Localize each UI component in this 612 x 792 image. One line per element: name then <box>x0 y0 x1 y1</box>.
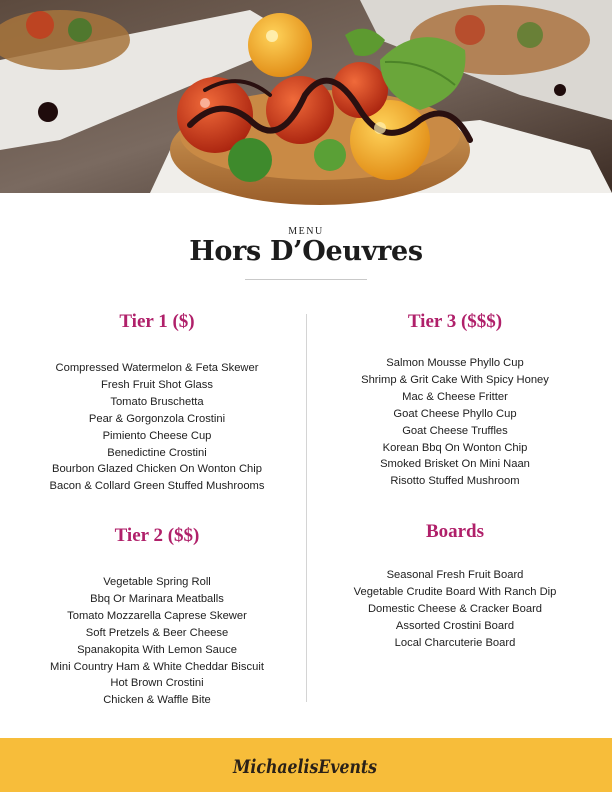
menu-item: Bacon & Collard Green Stuffed Mushrooms <box>49 480 265 493</box>
menu-item: Shrimp & Grit Cake With Spicy Honey <box>361 373 549 386</box>
menu-item: Chicken & Waffle Bite <box>103 694 211 707</box>
menu-list <box>0 360 314 495</box>
menu-item: Fresh Fruit Shot Glass <box>101 378 213 391</box>
section-title: Tier 2 ($$) <box>114 525 200 546</box>
menu-item: Soft Pretzels & Beer Cheese <box>85 626 229 639</box>
section-title: Boards <box>425 521 485 542</box>
menu-item: Seasonal Fresh Fruit Board <box>386 569 524 581</box>
menu-item: Domestic Cheese & Cracker Board <box>367 602 543 615</box>
section-title: Tier 3 ($$$) <box>407 311 503 332</box>
menu-item: Spanakopita With Lemon Sauce <box>77 643 237 656</box>
menu-item: Goat Cheese Phyllo Cup <box>393 407 517 420</box>
menu-list <box>300 355 610 490</box>
hero-photo <box>0 0 612 193</box>
section-tier-2 <box>0 525 314 709</box>
section-tier-3 <box>300 311 610 490</box>
bruschetta-illustration <box>0 0 612 193</box>
menu-item: Tomato Mozzarella Caprese Skewer <box>67 609 247 622</box>
menu-item: Mac & Cheese Fritter <box>402 390 508 403</box>
menu-item: Bourbon Glazed Chicken On Wonton Chip <box>52 463 262 476</box>
menu-label: MENU <box>288 226 324 237</box>
menu-item: Tomato Bruschetta <box>110 395 204 408</box>
menu-item: Assorted Crostini Board <box>395 619 515 632</box>
menu-item: Bbq Or Marinara Meatballs <box>90 592 224 605</box>
menu-item: Local Charcuterie Board <box>394 636 516 649</box>
menu-item: Pear & Gorgonzola Crostini <box>88 412 226 425</box>
menu-item: Compressed Watermelon & Feta Skewer <box>55 362 259 374</box>
menu-item: Benedictine Crostini <box>107 446 207 459</box>
menu-item: Pimiento Cheese Cup <box>102 429 212 442</box>
title-divider <box>245 279 367 280</box>
menu-item: Salmon Mousse Phyllo Cup <box>386 357 524 369</box>
section-boards <box>300 521 610 652</box>
menu-item: Mini Country Ham & White Cheddar Biscuit <box>50 660 264 673</box>
page-title: Hors D’Oeuvres <box>189 236 423 267</box>
logo-mark <box>231 751 381 781</box>
menu-item: Vegetable Crudite Board With Ranch Dip <box>353 585 557 598</box>
menu-list <box>0 574 314 709</box>
section-title: Tier 1 ($) <box>119 311 195 332</box>
menu-item: Vegetable Spring Roll <box>103 576 211 588</box>
menu-item: Hot Brown Crostini <box>110 677 204 690</box>
menu-list <box>300 567 610 652</box>
menu-item: Smoked Brisket On Mini Naan <box>380 458 530 471</box>
logo-text: MichaelisEvents <box>232 756 378 778</box>
menu-item: Goat Cheese Truffles <box>402 424 508 437</box>
menu-item: Korean Bbq On Wonton Chip <box>382 441 528 454</box>
menu-item: Risotto Stuffed Mushroom <box>390 475 520 488</box>
brand-logo <box>0 751 612 786</box>
section-tier-1 <box>0 311 314 495</box>
footer-bar <box>0 738 612 792</box>
